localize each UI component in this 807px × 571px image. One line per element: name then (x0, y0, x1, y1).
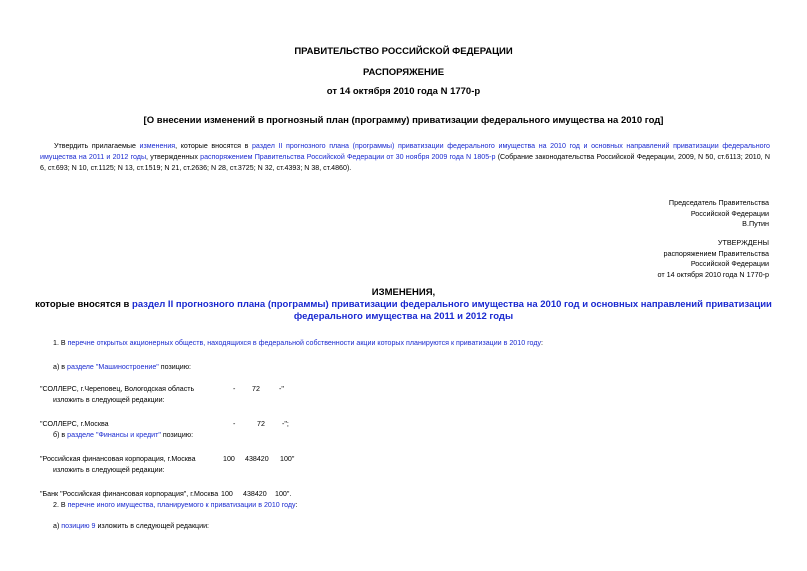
replace-note: изложить в следующей редакции: (53, 466, 165, 474)
link-mashinostroenie[interactable]: разделе "Машиностроение" (67, 363, 159, 371)
link-order-1805[interactable]: распоряжением Правительства Российской Федерации от 30 ноября 2009 года N 1805-р (200, 153, 496, 162)
item-1b: б) в разделе "Финансы и кредит" позицию: (53, 431, 194, 439)
table-cell: 438420 (245, 455, 269, 463)
item-1: 1. В перечне открытых акционерных обществ, находящихся в федеральной собственности акции которых планируются к приватизации в 2010 году: (53, 339, 544, 347)
table-cell: 72 (257, 420, 265, 428)
link-section-ii[interactable]: раздел II прогнозного плана (программы) приватизации федерального имущества на 2010 год и основных направлений приватизации федерального имущества на 2011 и 2012 годы (40, 142, 770, 162)
table-row: "СОЛЛЕРС, г.Москва (40, 420, 109, 428)
table-row: "Банк "Российская финансовая корпорация", г.Москва (40, 490, 219, 498)
approved-block: УТВЕРЖДЕНЫ распоряжением Правительства Российской Федерации от 14 октября 2010 года N 1770-р (657, 238, 769, 279)
table-cell: 438420 (243, 490, 267, 498)
table-cell: - (233, 385, 236, 393)
changes-subtitle-cont[interactable]: федерального имущества на 2011 и 2012 годы (293, 311, 514, 322)
table-row: "СОЛЛЕРС, г.Череповец, Вологодская область (40, 385, 195, 393)
table-cell: - (233, 420, 236, 428)
signature-block: Председатель Правительства Российской Федерации В.Путин (668, 198, 769, 228)
intro-paragraph: Утвердить прилагаемые изменения, которые вносятся в раздел II прогнозного плана (программы) приватизации федерального имущества на 2010 год и основных направлений приватизации федерального имущества на 2011 и 2012 годы, утвержденных распоряжением Правительства Российской Федерации от 30 ноября 2009 года N 1805-р (Собрание законодательства Российской Федерации, 2009, N 50, ст.6113; 2010, N 6, ст.693; N 10, ст.1125; N 13, ст.1519; N 21, ст.2636; N 28, ст.3725; N 32, ст.4393; N 38, ст.4860). (40, 142, 770, 173)
table-cell: 100 (223, 455, 235, 463)
changes-subtitle: которые вносятся в раздел II прогнозного плана (программы) приватизации федерального имущества на 2010 год и основных направлений приватизации (35, 299, 772, 310)
table-cell: 72 (252, 385, 260, 393)
link-position-9[interactable]: позицию 9 (61, 522, 96, 530)
link-aos-list[interactable]: перечне открытых акционерных обществ, находящихся в федеральной собственности акции которых планируются к приватизации в 2010 году (67, 339, 542, 347)
table-cell: -" (279, 385, 284, 393)
item-2: 2. В перечне иного имущества, планируемого к приватизации в 2010 году: (53, 501, 298, 509)
table-cell: -"; (282, 420, 289, 428)
link-finance[interactable]: разделе "Финансы и кредит" (67, 431, 161, 439)
link-other-property[interactable]: перечне иного имущества, планируемого к приватизации в 2010 году (67, 501, 296, 509)
replace-note: изложить в следующей редакции: (53, 396, 165, 404)
government-title: ПРАВИТЕЛЬСТВО РОССИЙСКОЙ ФЕДЕРАЦИИ (294, 46, 513, 57)
link-section-ii-title[interactable]: раздел II прогнозного плана (программы) приватизации федерального имущества на 2010 год и основных направлений приватизации (132, 299, 772, 310)
item-2a: а) позицию 9 изложить в следующей редакции: (53, 522, 210, 530)
item-1a: а) в разделе "Машиностроение" позицию: (53, 363, 192, 371)
document-subject: [О внесении изменений в прогнозный план (программу) приватизации федерального имущества на 2010 год] (143, 115, 664, 126)
table-cell: 100" (280, 455, 295, 463)
table-cell: 100 (221, 490, 233, 498)
document-type: РАСПОРЯЖЕНИЕ (362, 67, 445, 78)
link-changes[interactable]: изменения (139, 142, 176, 150)
document-date: от 14 октября 2010 года N 1770-р (326, 86, 481, 97)
changes-title: ИЗМЕНЕНИЯ, (371, 287, 436, 298)
table-row: "Российская финансовая корпорация, г.Москва (40, 455, 196, 463)
table-cell: 100". (275, 490, 292, 498)
